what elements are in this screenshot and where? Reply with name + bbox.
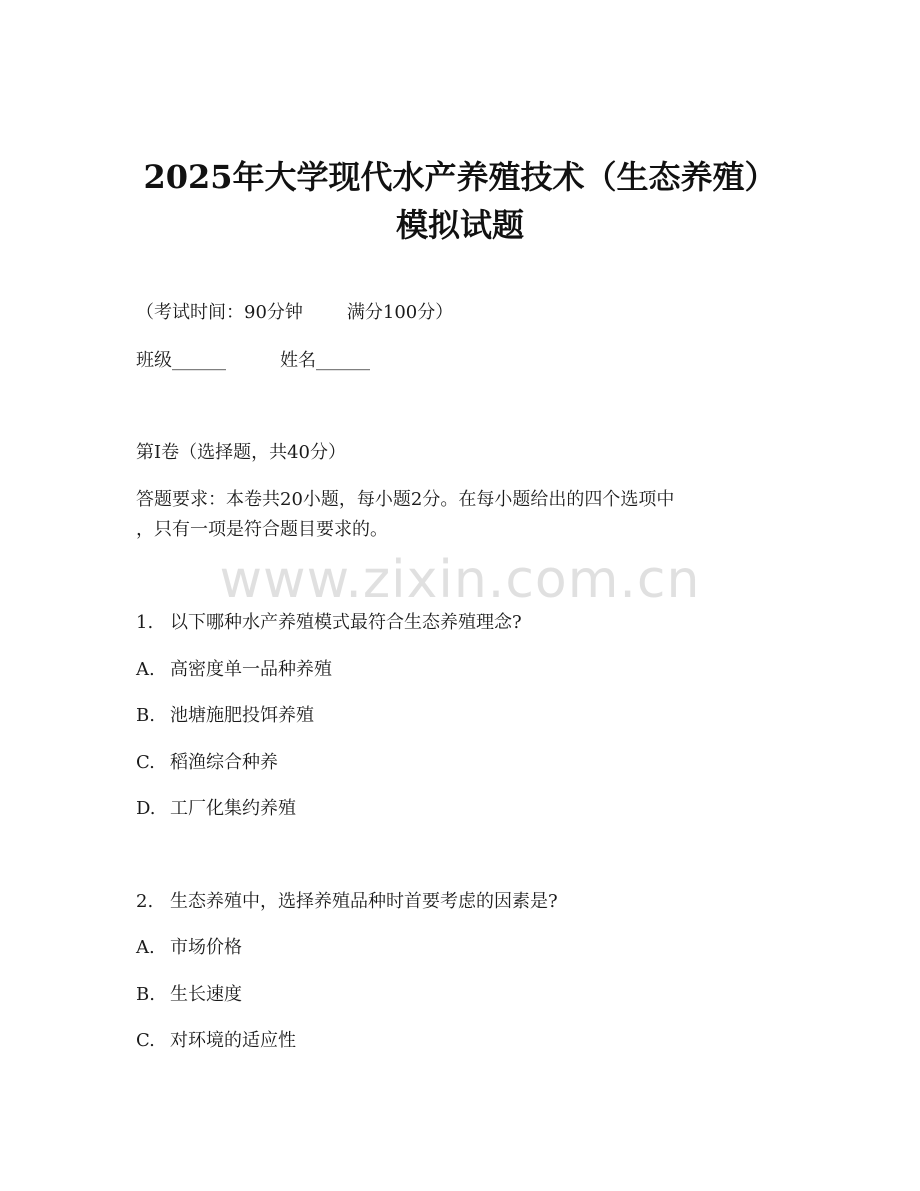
section-heading: 第I卷（选择题，共40分） xyxy=(136,442,347,463)
question-number: 1. xyxy=(136,612,154,633)
name-field: 姓名______ xyxy=(280,350,370,371)
page-subtitle: 模拟试题 xyxy=(395,206,524,244)
option-1c[interactable] xyxy=(136,751,278,775)
option-2a[interactable] xyxy=(136,936,242,960)
question-number: 2. xyxy=(136,891,154,912)
option-1d[interactable] xyxy=(136,797,296,821)
exam-time: （考试时间：90分钟 xyxy=(136,302,303,323)
option-text: 池塘施肥投饵养殖 xyxy=(170,705,314,726)
option-text: 对环境的适应性 xyxy=(170,1030,296,1051)
exam-info xyxy=(136,301,453,325)
exam-score: 满分100分） xyxy=(346,302,454,323)
option-key: C. xyxy=(136,752,155,773)
question-1 xyxy=(136,611,522,635)
question-text: 生态养殖中，选择养殖品种时首要考虑的因素是? xyxy=(170,891,558,912)
question-text: 以下哪种水产养殖模式最符合生态养殖理念? xyxy=(170,612,522,633)
option-key: C. xyxy=(136,1030,155,1051)
option-text: 工厂化集约养殖 xyxy=(170,798,296,819)
option-1a[interactable] xyxy=(136,658,332,682)
question-2 xyxy=(136,890,558,914)
class-field: 班级______ xyxy=(136,350,226,371)
watermark: www.zixin.com.cn xyxy=(219,550,701,610)
page-title: 2025年大学现代水产养殖技术（生态养殖） xyxy=(143,158,777,196)
option-2b[interactable] xyxy=(136,983,242,1007)
option-text: 稻渔综合种养 xyxy=(170,752,278,773)
option-key: A. xyxy=(136,659,155,680)
option-1b[interactable] xyxy=(136,704,314,728)
option-2c[interactable] xyxy=(136,1029,296,1053)
option-key: D. xyxy=(136,798,156,819)
option-key: B. xyxy=(136,705,155,726)
option-key: A. xyxy=(136,937,155,958)
instructions-line-1: 答题要求：本卷共20小题，每小题2分。在每小题给出的四个选项中 xyxy=(136,489,675,510)
option-text: 生长速度 xyxy=(170,984,242,1005)
option-text: 高密度单一品种养殖 xyxy=(170,659,332,680)
option-text: 市场价格 xyxy=(170,937,242,958)
student-fields xyxy=(136,349,370,373)
instructions-line-2: ，只有一项是符合题目要求的。 xyxy=(136,519,388,540)
option-key: B. xyxy=(136,984,155,1005)
